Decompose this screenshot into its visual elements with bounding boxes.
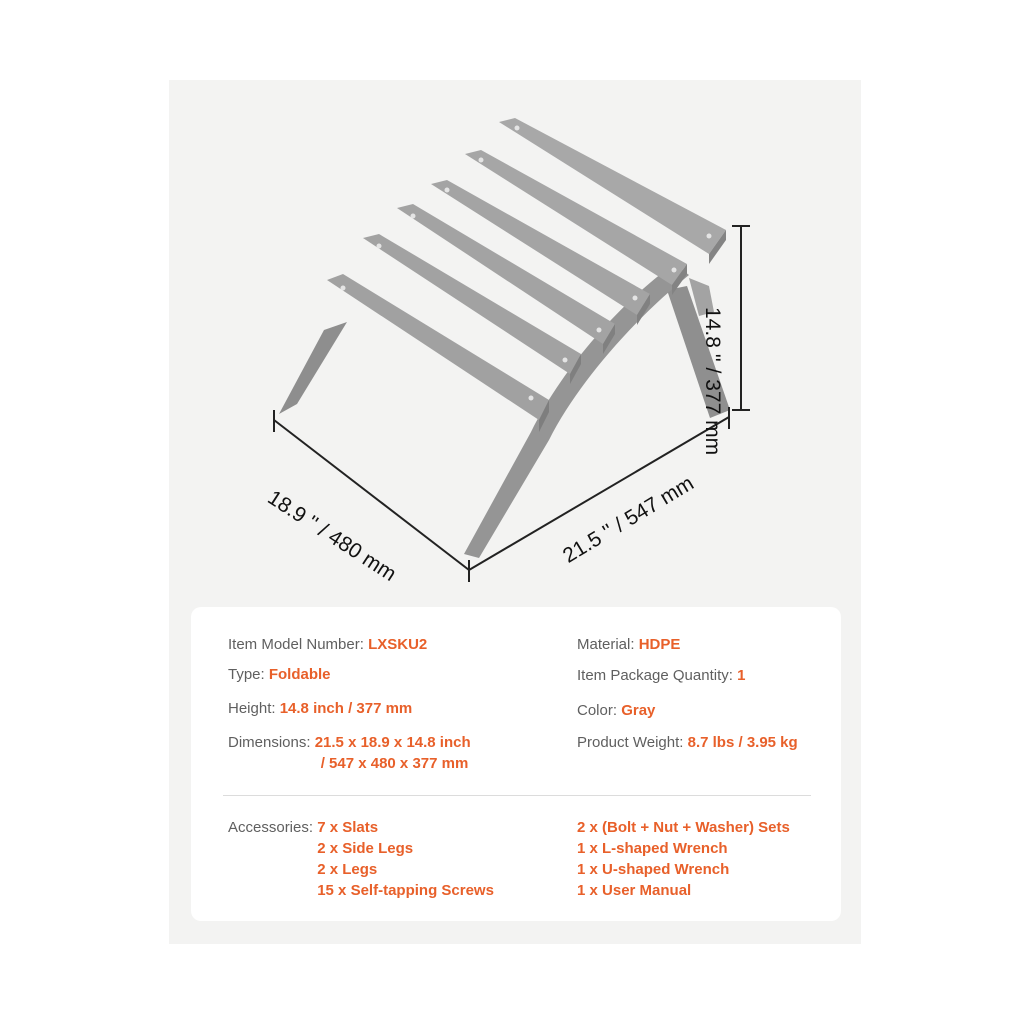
accessory-item: 15 x Self-tapping Screws: [317, 882, 494, 899]
spec-height-label: Height:: [228, 700, 276, 717]
slat-6: [327, 274, 549, 420]
spec-model-label: Item Model Number:: [228, 636, 364, 653]
accessory-item: 1 x U-shaped Wrench: [577, 861, 730, 878]
spec-color-label: Color:: [577, 702, 618, 719]
spec-card: [191, 607, 841, 921]
accessory-item: 2 x Side Legs: [317, 840, 414, 857]
product-panel: [169, 80, 861, 944]
spec-material-value: HDPE: [638, 636, 681, 653]
spec-color-value: Gray: [621, 702, 656, 719]
spec-package-value: 1: [737, 667, 746, 684]
spec-model: [228, 634, 427, 655]
ottoman-illustration: [169, 80, 861, 610]
spec-type: [228, 664, 331, 685]
accessories-left: [228, 817, 494, 901]
spec-type-value: Foldable: [268, 666, 331, 683]
front-left-leg: [279, 322, 347, 414]
depth-dimension-label: 18.9 '' / 480 mm: [263, 486, 401, 586]
accessory-item: 2 x Legs: [317, 861, 378, 878]
spec-model-value: LXSKU2: [368, 636, 428, 653]
accessory-item: 7 x Slats: [317, 819, 379, 836]
spec-dimensions: [228, 732, 471, 774]
slats: [327, 118, 726, 432]
height-dimension-label: 14.8 '' / 377 mm: [701, 307, 724, 456]
spec-package: [577, 665, 745, 686]
accessories-label: Accessories:: [228, 819, 314, 836]
spec-height: [228, 698, 412, 719]
spec-dimensions-label: Dimensions:: [228, 734, 311, 751]
accessory-item: 1 x L-shaped Wrench: [577, 840, 728, 857]
spec-type-label: Type:: [228, 666, 265, 683]
spec-material-label: Material:: [577, 636, 635, 653]
spec-divider: [223, 795, 811, 796]
accessories-right: [577, 817, 790, 901]
spec-weight-label: Product Weight:: [577, 734, 684, 751]
spec-dimensions-value-inch: 21.5 x 18.9 x 14.8 inch: [314, 734, 471, 751]
width-dimension-label: 21.5 '' / 547 mm: [559, 471, 698, 568]
spec-weight-value: 8.7 lbs / 3.95 kg: [687, 734, 798, 751]
spec-material: [577, 634, 680, 655]
spec-color: [577, 700, 655, 721]
spec-dimensions-value-mm: / 547 x 480 x 377 mm: [320, 755, 469, 772]
accessory-item: 1 x User Manual: [577, 882, 692, 899]
spec-height-value: 14.8 inch / 377 mm: [279, 700, 413, 717]
spec-package-label: Item Package Quantity:: [577, 667, 733, 684]
spec-weight: [577, 732, 798, 753]
accessory-item: 2 x (Bolt + Nut + Washer) Sets: [577, 819, 790, 836]
